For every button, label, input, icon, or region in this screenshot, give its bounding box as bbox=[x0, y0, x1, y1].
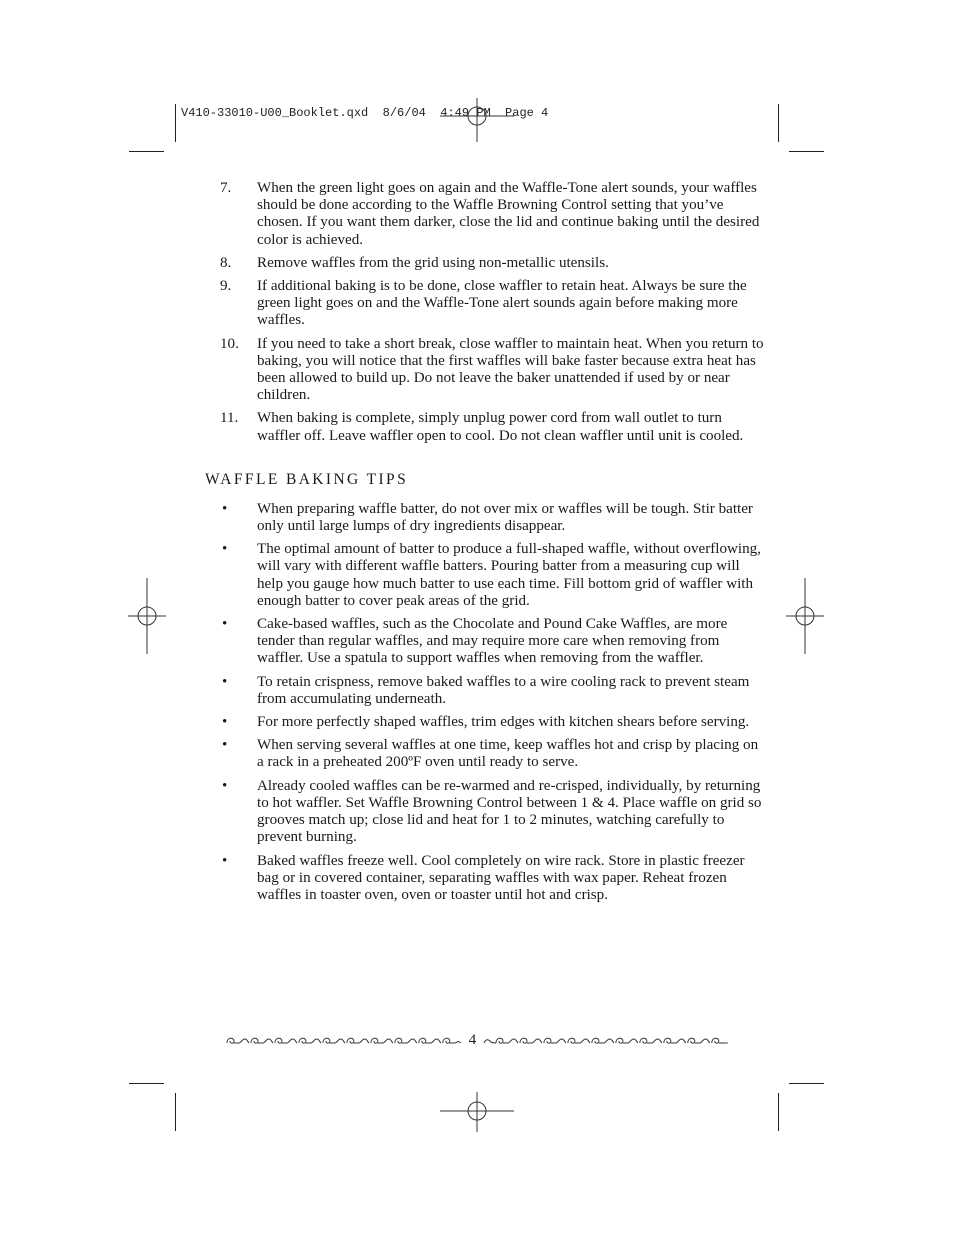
registration-mark-left-icon bbox=[128, 578, 166, 654]
crop-mark-top-left-v bbox=[175, 104, 176, 142]
page-number: 4 bbox=[468, 1032, 477, 1048]
bullet-icon: • bbox=[222, 616, 228, 633]
step-text: When baking is complete, simply unplug power cord from wall outlet to turn waffler off. Leave waffler open to cool. Do not clean waffler until unit is cooled. bbox=[257, 410, 744, 444]
tip-text: Already cooled waffles can be re-warmed and re-crisped, individually, by returning to hot waffler. Set Waffle Browning Control between 1 & 4. Place waffle on grid so grooves match up; close lid and heat for 1 to 2 minutes, watching carefully to prevent burning. bbox=[257, 777, 762, 846]
step-text: If you need to take a short break, close waffler to maintain heat. When you return to baking, you will notice that the first waffles will bake faster because extra heat has been allowed to build up. Do not leave the baker unattended if used by or near children. bbox=[257, 335, 764, 404]
tip-item bbox=[205, 674, 765, 708]
crop-mark-top-left-h bbox=[129, 151, 164, 152]
bullet-icon: • bbox=[222, 541, 228, 558]
bullet-icon: • bbox=[222, 852, 228, 869]
step-text: If additional baking is to be done, close waffler to retain heat. Always be sure the green light goes on and the Waffle-Tone alert sounds again before making more waffles. bbox=[257, 278, 747, 329]
crop-mark-top-right-v bbox=[778, 104, 779, 142]
tip-item bbox=[205, 778, 765, 847]
registration-mark-bottom-icon bbox=[440, 1092, 514, 1132]
step-item bbox=[205, 255, 765, 272]
step-number: 10. bbox=[220, 335, 239, 352]
crop-mark-bottom-right-v bbox=[778, 1093, 779, 1131]
step-text: Remove waffles from the grid using non-metallic utensils. bbox=[257, 254, 609, 271]
bullet-icon: • bbox=[222, 500, 228, 517]
crop-mark-bottom-left-v bbox=[175, 1093, 176, 1131]
crop-mark-bottom-left-h bbox=[129, 1083, 164, 1084]
bullet-icon: • bbox=[222, 673, 228, 690]
step-number: 9. bbox=[220, 278, 232, 295]
bullet-icon: • bbox=[222, 714, 228, 731]
step-number: 7. bbox=[220, 180, 232, 196]
tips-list bbox=[205, 501, 765, 904]
section-heading: WAFFLE BAKING TIPS bbox=[205, 470, 409, 488]
step-text: When the green light goes on again and the Waffle-Tone alert sounds, your waffles should be done according to the Waffle Browning Control setting that you’ve chosen. If you want them darker, close the lid and continue baking until the desired color is achieved. bbox=[257, 180, 760, 248]
tip-item bbox=[205, 616, 765, 668]
bullet-icon: • bbox=[222, 737, 228, 754]
tip-text: To retain crispness, remove baked waffles to a wire cooling rack to prevent steam from accumulating underneath. bbox=[257, 673, 750, 707]
tip-text: When preparing waffle batter, do not over mix or waffles will be tough. Stir batter only until large lumps of dry ingredients disappear. bbox=[257, 500, 753, 535]
page-footer bbox=[225, 1032, 730, 1049]
print-slug: V410-33010-U00_Booklet.qxd 8/6/04 4:49 PM Page 4 bbox=[181, 106, 549, 120]
tip-item bbox=[205, 853, 765, 905]
registration-mark-top-icon bbox=[440, 98, 514, 142]
numbered-steps bbox=[205, 180, 765, 445]
scroll-ornament-left-icon bbox=[225, 1034, 463, 1048]
tip-item bbox=[205, 541, 765, 610]
tip-item bbox=[205, 737, 765, 771]
step-item bbox=[205, 180, 765, 249]
tip-text: The optimal amount of batter to produce a full-shaped waffle, without overflowing, will vary with different waffle batters. Pouring batter from a measuring cup will help you gauge how much batter to use each time. Fill bottom grid of waffler with enough batter to cover peak areas of the grid. bbox=[257, 541, 761, 609]
tip-text: For more perfectly shaped waffles, trim edges with kitchen shears before serving. bbox=[257, 714, 750, 731]
crop-mark-bottom-right-h bbox=[789, 1083, 824, 1084]
registration-mark-right-icon bbox=[786, 578, 824, 654]
scroll-ornament-right-icon bbox=[482, 1034, 730, 1048]
step-number: 11. bbox=[220, 410, 239, 427]
tip-item bbox=[205, 714, 765, 731]
step-number: 8. bbox=[220, 254, 232, 271]
step-item bbox=[205, 410, 765, 444]
bullet-icon: • bbox=[222, 777, 228, 794]
tip-item bbox=[205, 501, 765, 535]
crop-mark-top-right-h bbox=[789, 151, 824, 152]
tip-text: Baked waffles freeze well. Cool completely on wire rack. Store in plastic freezer bag or in covered container, separating waffles with wax paper. Reheat frozen waffles in toaster oven, oven or toaster until hot and crisp. bbox=[257, 852, 745, 903]
tip-text: When serving several waffles at one time, keep waffles hot and crisp by placing on a rack in a preheated 200ºF oven until ready to serve. bbox=[257, 737, 759, 771]
tip-text: Cake-based waffles, such as the Chocolate and Pound Cake Waffles, are more tender than regular waffles, and may require more care when removing from waffler. Use a spatula to support waffles when removing from the waffler. bbox=[257, 616, 728, 667]
step-item bbox=[205, 278, 765, 330]
page-content bbox=[205, 180, 765, 910]
step-item bbox=[205, 336, 765, 405]
